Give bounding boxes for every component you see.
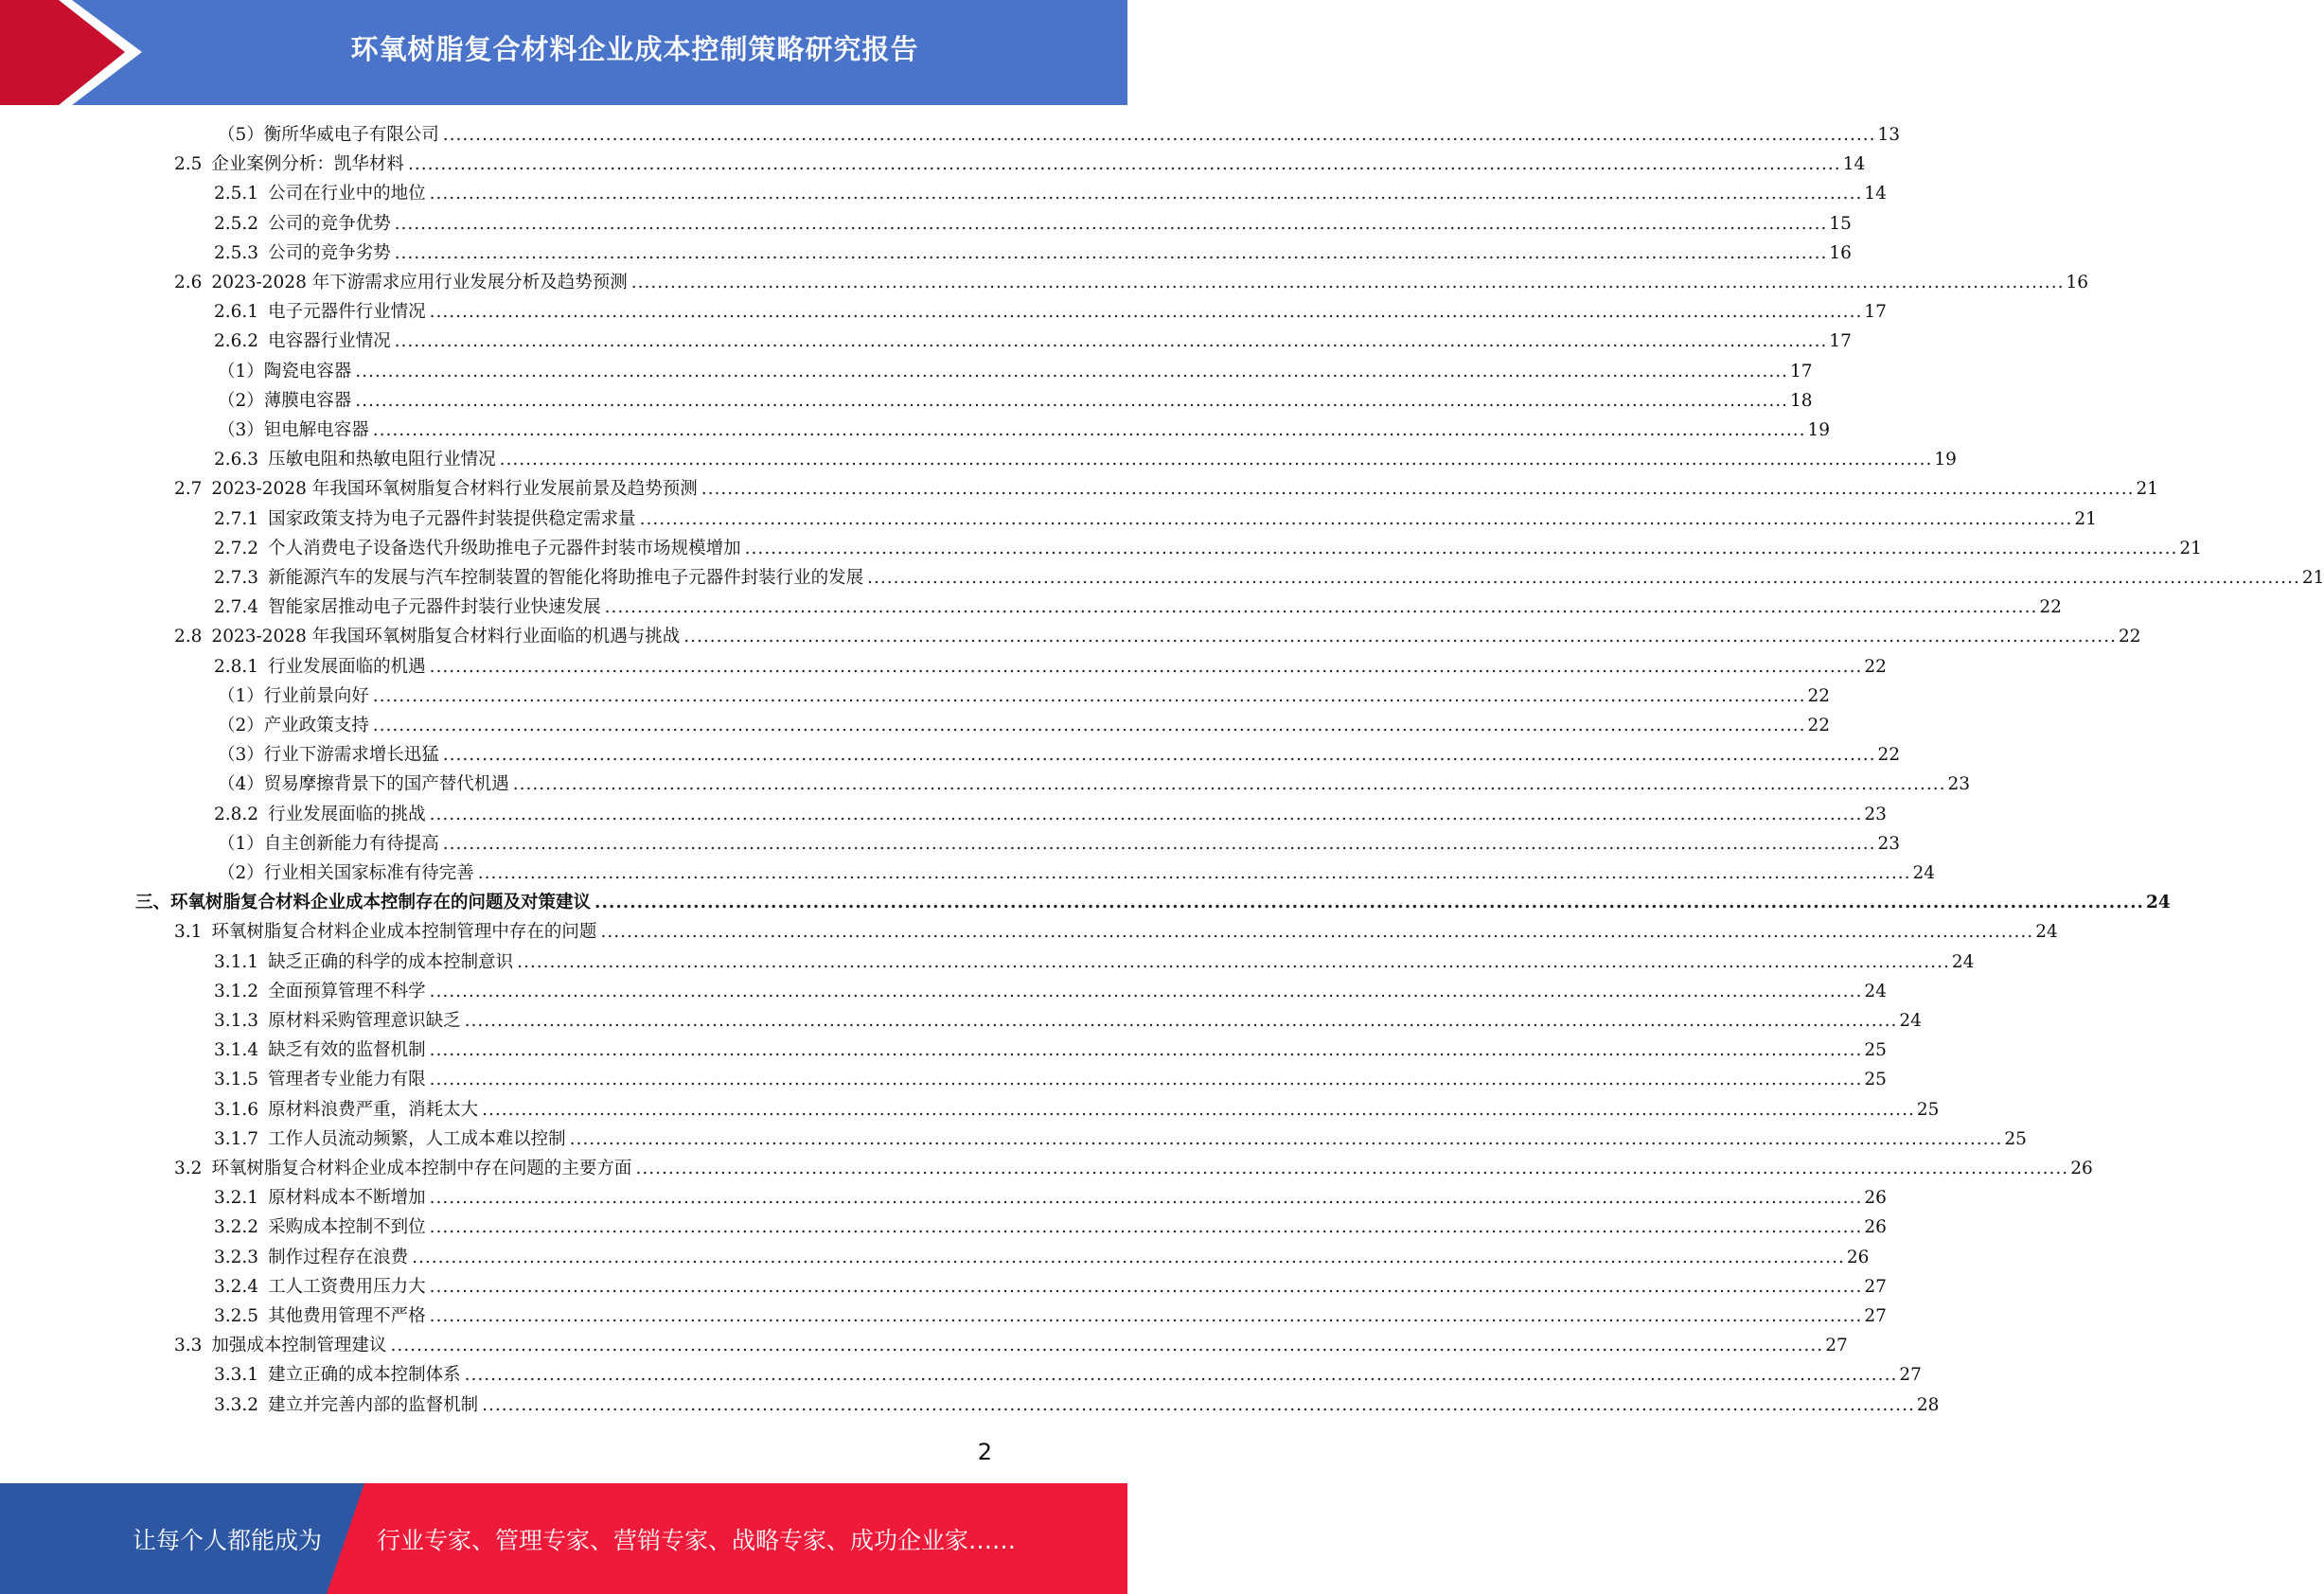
toc-dot-leader: ............................................................................................................................................................................................................................	[744, 538, 2178, 558]
toc-dot-leader: ............................................................................................................................................................................................................................	[442, 125, 1876, 145]
toc-dot-leader: ............................................................................................................................................................................................................................	[464, 1011, 1898, 1031]
page-header	[0, 0, 1127, 105]
toc-entry-label: 压敏电阻和热敏电阻行业情况	[268, 450, 496, 470]
toc-entry-page: 28	[1916, 1394, 1940, 1415]
toc-entry-page: 26	[1864, 1188, 1887, 1209]
toc-dot-leader: ............................................................................................................................................................................................................................	[594, 893, 2144, 913]
toc-entry-label: 建立并完善内部的监督机制	[268, 1394, 479, 1415]
toc-entry-number: 3.2.4	[214, 1276, 259, 1297]
toc-dot-leader: ............................................................................................................................................................................................................................	[407, 154, 1841, 175]
toc-entry[interactable]	[214, 799, 1887, 825]
toc-entry-page: 17	[1864, 302, 1887, 323]
toc-entry-number: 3.3.1	[214, 1365, 259, 1386]
toc-dot-leader: ............................................................................................................................................................................................................................	[429, 1306, 1863, 1326]
toc-entry-number: 3.2.3	[214, 1247, 259, 1267]
page-footer	[0, 1483, 1127, 1594]
toc-entry-label: 原材料采购管理意识缺乏	[268, 1011, 461, 1031]
toc-entry-label: （1）陶瓷电容器	[218, 361, 352, 381]
toc-entry-page: 21	[2136, 479, 2159, 500]
toc-entry-label: 智能家居推动电子元器件封装行业快速发展	[268, 597, 601, 618]
toc-dot-leader: ............................................................................................................................................................................................................................	[394, 331, 1828, 352]
toc-entry-label: 行业发展面临的机遇	[268, 656, 426, 677]
toc-entry-page: 14	[1864, 184, 1887, 204]
toc-entry-label: 工人工资费用压力大	[268, 1276, 426, 1297]
toc-entry[interactable]	[214, 976, 1887, 1002]
toc-entry-number: 3.1.3	[214, 1011, 259, 1031]
toc-entry-label: 原材料浪费严重，消耗太大	[268, 1099, 479, 1120]
toc-entry-number: 2.6.2	[214, 331, 259, 352]
toc-entry-number: 2.7.2	[214, 538, 259, 558]
toc-dot-leader: ............................................................................................................................................................................................................................	[482, 1099, 1915, 1120]
toc-entry-page: 26	[2070, 1159, 2093, 1178]
toc-entry-page: 26	[1846, 1247, 1870, 1267]
toc-dot-leader: ............................................................................................................................................................................................................................	[517, 951, 1950, 972]
toc-entry[interactable]	[174, 1330, 1848, 1356]
toc-entry[interactable]	[214, 562, 2324, 589]
toc-dot-leader: ............................................................................................................................................................................................................................	[429, 1040, 1863, 1061]
toc-entry-page: 16	[2066, 273, 2089, 292]
toc-entry[interactable]	[174, 916, 2058, 943]
toc-entry-page: 25	[2004, 1128, 2027, 1149]
toc-entry-page: 24	[1899, 1011, 1922, 1031]
toc-entry-number: 3.1.4	[214, 1040, 259, 1061]
footer-slogan-left: 让每个人都能成为	[133, 1526, 323, 1554]
toc-entry-page: 21	[2074, 508, 2097, 529]
toc-entry-label: 电容器行业情况	[268, 331, 391, 352]
toc-dot-leader: ............................................................................................................................................................................................................................	[569, 1128, 2003, 1149]
toc-entry-label: 其他费用管理不严格	[268, 1306, 426, 1326]
toc-dot-leader: ............................................................................................................................................................................................................................	[635, 1159, 2069, 1178]
toc-dot-leader: ............................................................................................................................................................................................................................	[429, 1070, 1863, 1090]
toc-entry-label: 采购成本控制不到位	[268, 1217, 426, 1238]
toc-entry-label: 制作过程存在浪费	[268, 1247, 409, 1267]
toc-entry[interactable]	[214, 592, 2062, 618]
toc-dot-leader: ............................................................................................................................................................................................................................	[429, 981, 1863, 1001]
toc-entry-number: 3.2.1	[214, 1188, 259, 1209]
toc-entry-page: 24	[1864, 981, 1887, 1001]
toc-entry-page: 23	[1947, 774, 1971, 795]
toc-entry-page: 14	[1842, 154, 1866, 175]
toc-dot-leader: ............................................................................................................................................................................................................................	[600, 922, 2034, 943]
toc-entry[interactable]	[214, 947, 1975, 973]
toc-entry-page: 25	[1864, 1070, 1887, 1090]
toc-entry[interactable]	[174, 267, 2089, 293]
toc-entry-number: 3.3	[174, 1336, 203, 1356]
toc-dot-leader: ............................................................................................................................................................................................................................	[867, 568, 2300, 588]
toc-entry-page: 15	[1829, 213, 1852, 234]
toc-entry[interactable]	[174, 621, 2141, 647]
toc-entry[interactable]	[214, 1124, 2027, 1150]
toc-entry-label: （3）行业下游需求增长迅猛	[218, 745, 439, 766]
toc-entry-label: 缺乏正确的科学的成本控制意识	[268, 951, 514, 972]
toc-entry-page: 23	[1864, 804, 1887, 824]
toc-dot-leader: ............................................................................................................................................................................................................................	[442, 745, 1876, 766]
toc-entry-label: 公司的竞争劣势	[268, 242, 391, 263]
toc-entry[interactable]	[135, 887, 2171, 913]
toc-entry-page: 22	[1807, 716, 1831, 735]
toc-entry-label: 国家政策支持为电子元器件封装提供稳定需求量	[268, 508, 636, 529]
toc-entry-page: 24	[1951, 951, 1975, 972]
toc-entry-number: 2.7.4	[214, 597, 259, 618]
toc-entry-label: 个人消费电子设备迭代升级助推电子元器件封装市场规模增加	[268, 538, 741, 558]
toc-entry[interactable]	[214, 178, 1887, 204]
toc-entry-number: 2.5.2	[214, 213, 259, 234]
toc-entry-page: 17	[1829, 331, 1852, 352]
toc-dot-leader: ............................................................................................................................................................................................................................	[372, 420, 1806, 440]
toc-entry-label: 2023-2028 年下游需求应用行业发展分析及趋势预测	[211, 273, 628, 292]
toc-entry[interactable]	[214, 1390, 1940, 1416]
toc-entry-number: 2.8.2	[214, 804, 259, 824]
toc-entry[interactable]	[214, 1242, 1870, 1268]
toc-entry-page: 27	[1825, 1336, 1848, 1356]
toc-entry-page: 27	[1899, 1365, 1922, 1386]
toc-entry[interactable]	[218, 415, 1831, 441]
toc-entry[interactable]	[214, 296, 1887, 323]
toc-entry-number: 3.2	[174, 1159, 203, 1178]
toc-dot-leader: ............................................................................................................................................................................................................................	[355, 390, 1789, 411]
toc-dot-leader: ............................................................................................................................................................................................................................	[639, 508, 2073, 529]
report-title: 环氧树脂复合材料企业成本控制策略研究报告	[350, 32, 919, 65]
toc-entry-page: 23	[1877, 833, 1901, 854]
toc-entry-number: 2.5	[174, 154, 203, 175]
toc-entry-label: 三、环氧树脂复合材料企业成本控制存在的问题及对策建议	[135, 893, 592, 913]
toc-entry-page: 26	[1864, 1217, 1887, 1238]
header-red-arrow-decoration	[0, 0, 142, 105]
toc-dot-leader: ............................................................................................................................................................................................................................	[429, 1276, 1863, 1297]
toc-dot-leader: ............................................................................................................................................................................................................................	[429, 302, 1863, 323]
toc-entry-page: 18	[1790, 390, 1813, 411]
toc-entry[interactable]	[218, 356, 1813, 382]
toc-entry-label: 管理者专业能力有限	[268, 1070, 426, 1090]
toc-entry-number: 3.1.1	[214, 951, 259, 972]
toc-entry[interactable]	[214, 1271, 1887, 1298]
toc-entry-number: 3.1.5	[214, 1070, 259, 1090]
toc-dot-leader: ............................................................................................................................................................................................................................	[482, 1394, 1915, 1415]
toc-entry-label: 公司在行业中的地位	[268, 184, 426, 204]
toc-entry-number: 2.6.3	[214, 450, 259, 470]
toc-dot-leader: ............................................................................................................................................................................................................................	[512, 774, 1946, 795]
toc-entry-label: 原材料成本不断增加	[268, 1188, 426, 1209]
toc-entry-number: 3.3.2	[214, 1394, 259, 1415]
toc-entry[interactable]	[218, 739, 1901, 766]
toc-entry[interactable]	[218, 385, 1813, 412]
toc-entry-label: 环氧树脂复合材料企业成本控制管理中存在的问题	[211, 922, 597, 943]
toc-entry[interactable]	[214, 1182, 1887, 1209]
toc-entry-number: 2.8.1	[214, 656, 259, 677]
toc-dot-leader: ............................................................................................................................................................................................................................	[429, 1217, 1863, 1238]
toc-entry-page: 25	[1916, 1099, 1940, 1120]
toc-entry-page: 25	[1864, 1040, 1887, 1061]
toc-entry-label: 建立正确的成本控制体系	[268, 1365, 461, 1386]
toc-entry-label: 加强成本控制管理建议	[211, 1336, 387, 1356]
toc-entry[interactable]	[214, 444, 1957, 470]
toc-entry-page: 16	[1829, 242, 1852, 263]
toc-dot-leader: ............................................................................................................................................................................................................................	[429, 1188, 1863, 1209]
toc-entry-page: 17	[1790, 361, 1813, 381]
toc-dot-leader: ............................................................................................................................................................................................................................	[429, 184, 1863, 204]
toc-entry-page: 24	[2035, 922, 2058, 943]
toc-entry[interactable]	[218, 828, 1901, 855]
toc-entry-label: 公司的竞争优势	[268, 213, 391, 234]
toc-entry-page: 22	[1877, 745, 1901, 766]
toc-dot-leader: ............................................................................................................................................................................................................................	[477, 863, 1911, 883]
toc-entry-label: （2）产业政策支持	[218, 716, 369, 735]
toc-entry-number: 2.6	[174, 273, 203, 292]
toc-dot-leader: ............................................................................................................................................................................................................................	[372, 685, 1806, 706]
toc-entry[interactable]	[214, 1005, 1922, 1032]
toc-entry-label: （3）钽电解电容器	[218, 420, 369, 440]
toc-entry-page: 21	[2179, 538, 2202, 558]
toc-dot-leader: ............................................................................................................................................................................................................................	[701, 479, 2135, 500]
toc-dot-leader: ............................................................................................................................................................................................................................	[372, 716, 1806, 735]
toc-entry-number: 3.2.2	[214, 1217, 259, 1238]
toc-entry-label: （1）自主创新能力有待提高	[218, 833, 439, 854]
toc-entry-label: （2）行业相关国家标准有待完善	[218, 863, 474, 883]
toc-entry-label: 2023-2028 年我国环氧树脂复合材料行业面临的机遇与挑战	[211, 627, 681, 647]
toc-entry[interactable]	[214, 651, 1887, 678]
toc-entry[interactable]	[214, 1301, 1887, 1327]
toc-entry[interactable]	[214, 504, 2097, 530]
toc-dot-leader: ............................................................................................................................................................................................................................	[390, 1336, 1824, 1356]
toc-entry[interactable]	[214, 326, 1852, 352]
toc-entry[interactable]	[214, 533, 2202, 559]
toc-dot-leader: ............................................................................................................................................................................................................................	[604, 597, 2038, 618]
toc-entry[interactable]	[214, 1212, 1887, 1238]
toc-entry[interactable]	[174, 149, 1866, 175]
toc-entry-number: 3.1.6	[214, 1099, 259, 1120]
toc-dot-leader: ............................................................................................................................................................................................................................	[412, 1247, 1845, 1267]
toc-entry-page: 19	[1934, 450, 1957, 470]
toc-entry[interactable]	[174, 473, 2159, 500]
toc-entry-number: 2.7.1	[214, 508, 259, 529]
toc-entry-number: 3.1.7	[214, 1128, 259, 1149]
toc-dot-leader: ............................................................................................................................................................................................................................	[355, 361, 1789, 381]
toc-entry-number: 2.5.3	[214, 242, 259, 263]
toc-entry[interactable]	[214, 1035, 1887, 1061]
toc-entry-number: 2.7	[174, 479, 203, 500]
toc-entry-page: 22	[2118, 627, 2141, 647]
toc-entry[interactable]	[214, 1064, 1887, 1090]
toc-entry-label: 工作人员流动频繁，人工成本难以控制	[268, 1128, 566, 1149]
toc-entry[interactable]	[214, 238, 1852, 264]
toc-entry-label: 新能源汽车的发展与汽车控制装置的智能化将助推电子元器件封装行业的发展	[268, 568, 864, 588]
toc-entry-page: 22	[2039, 597, 2062, 618]
toc-entry[interactable]	[174, 1153, 2093, 1179]
footer-slogan-right: 行业专家、管理专家、营销专家、战略专家、成功企业家……	[377, 1526, 1017, 1554]
toc-entry[interactable]	[218, 710, 1831, 736]
toc-entry-number: 2.5.1	[214, 184, 259, 204]
toc-entry-number: 2.7.3	[214, 568, 259, 588]
toc-entry-label: （2）薄膜电容器	[218, 390, 352, 411]
toc-entry-page: 24	[2145, 893, 2171, 913]
toc-dot-leader: ............................................................................................................................................................................................................................	[499, 450, 1933, 470]
toc-entry-page: 22	[1864, 656, 1887, 677]
toc-entry-page: 27	[1864, 1306, 1887, 1326]
toc-entry-number: 3.1.2	[214, 981, 259, 1001]
toc-entry-page: 21	[2301, 568, 2324, 588]
toc-entry[interactable]	[214, 208, 1852, 235]
toc-entry-number: 3.1	[174, 922, 203, 943]
toc-entry-label: 环氧树脂复合材料企业成本控制中存在问题的主要方面	[211, 1159, 632, 1178]
toc-dot-leader: ............................................................................................................................................................................................................................	[394, 242, 1828, 263]
toc-entry-label: （1）行业前景向好	[218, 685, 369, 706]
toc-dot-leader: ............................................................................................................................................................................................................................	[429, 804, 1863, 824]
toc-dot-leader: ............................................................................................................................................................................................................................	[394, 213, 1828, 234]
toc-dot-leader: ............................................................................................................................................................................................................................	[683, 627, 2117, 647]
toc-dot-leader: ............................................................................................................................................................................................................................	[464, 1365, 1898, 1386]
toc-entry[interactable]	[218, 858, 1936, 884]
page-number: 2	[977, 1439, 992, 1465]
toc-entry-label: 企业案例分析：凯华材料	[211, 154, 404, 175]
toc-entry-number: 3.2.5	[214, 1306, 259, 1326]
toc-entry-page: 13	[1877, 125, 1901, 145]
toc-entry-label: 行业发展面临的挑战	[268, 804, 426, 824]
toc-entry[interactable]	[214, 1094, 1940, 1121]
toc-dot-leader: ............................................................................................................................................................................................................................	[429, 656, 1863, 677]
toc-entry[interactable]	[214, 1359, 1922, 1386]
toc-entry[interactable]	[218, 119, 1901, 146]
toc-entry-page: 27	[1864, 1276, 1887, 1297]
toc-entry-label: 缺乏有效的监督机制	[268, 1040, 426, 1061]
toc-entry-number: 2.6.1	[214, 302, 259, 323]
toc-entry-label: 全面预算管理不科学	[268, 981, 426, 1001]
toc-dot-leader: ............................................................................................................................................................................................................................	[442, 833, 1876, 854]
toc-entry-page: 19	[1807, 420, 1831, 440]
toc-entry-number: 2.8	[174, 627, 203, 647]
toc-entry-label: （5）衡所华威电子有限公司	[218, 125, 439, 145]
toc-entry-page: 24	[1912, 863, 1936, 883]
toc-entry-label: （4）贸易摩擦背景下的国产替代机遇	[218, 774, 509, 795]
toc-entry[interactable]	[218, 681, 1831, 707]
toc-entry-page: 22	[1807, 685, 1831, 706]
toc-dot-leader: ............................................................................................................................................................................................................................	[630, 273, 2065, 292]
toc-entry-label: 电子元器件行业情况	[268, 302, 426, 323]
toc-entry[interactable]	[218, 769, 1971, 795]
toc-entry-label: 2023-2028 年我国环氧树脂复合材料行业发展前景及趋势预测	[211, 479, 698, 500]
